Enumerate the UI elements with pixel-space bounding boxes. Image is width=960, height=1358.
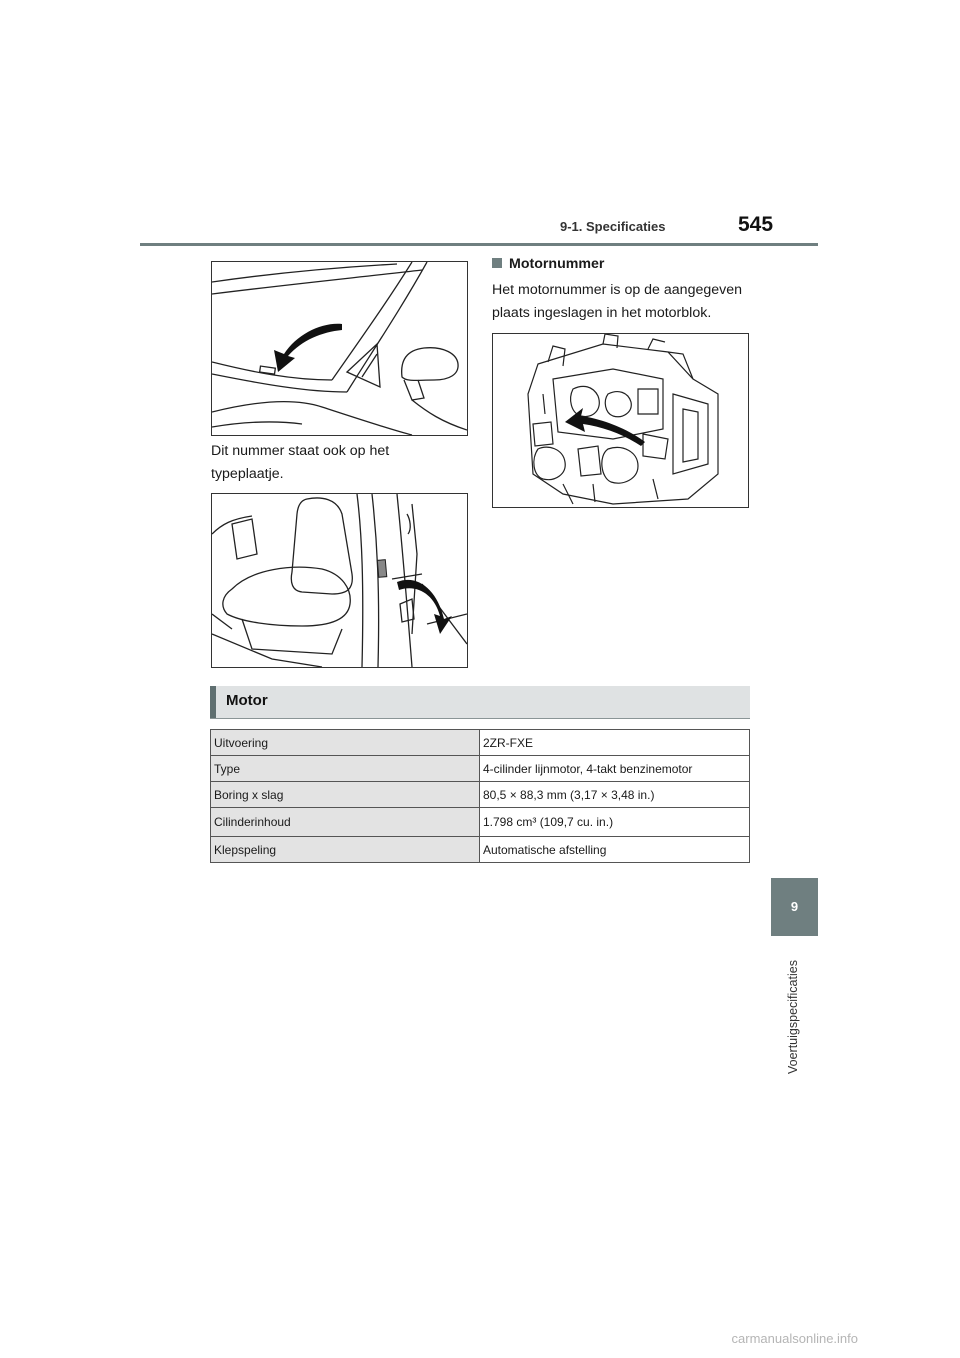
square-bullet-icon xyxy=(492,258,502,268)
chapter-title-text: Voertuigspecificaties xyxy=(786,960,800,1074)
spec-label: Boring x slag xyxy=(211,782,480,808)
spec-value: 2ZR-FXE xyxy=(480,730,750,756)
spec-label: Uitvoering xyxy=(211,730,480,756)
motornummer-heading xyxy=(492,256,752,272)
motornummer-text: Het motornummer is op de aangegeven plaats ingeslagen in het motorblok. xyxy=(492,282,742,321)
motor-section-title: Motor xyxy=(226,692,268,709)
section-label: 9-1. Specificaties xyxy=(560,219,666,234)
motor-section-heading xyxy=(210,686,750,719)
engine-illustration xyxy=(492,333,749,508)
spec-label: Type xyxy=(211,756,480,782)
windshield-drawing xyxy=(212,262,467,435)
chapter-number-tab: 9 xyxy=(771,878,818,936)
heading-accent-bar xyxy=(210,686,216,718)
motornummer-heading-text: Motornummer xyxy=(509,256,605,272)
door-pillar-illustration xyxy=(211,493,468,668)
windshield-illustration xyxy=(211,261,468,436)
engine-spec-table xyxy=(210,729,750,863)
engine-drawing xyxy=(493,334,748,507)
chapter-title-vertical xyxy=(786,944,804,1074)
table-row xyxy=(211,730,750,756)
spec-label: Klepspeling xyxy=(211,837,480,863)
page-number: 545 xyxy=(738,213,774,236)
spec-value: 1.798 cm³ (109,7 cu. in.) xyxy=(480,808,750,837)
spec-value: Automatische afstelling xyxy=(480,837,750,863)
spec-value: 80,5 × 88,3 mm (3,17 × 3,48 in.) xyxy=(480,782,750,808)
spec-value: 4-cilinder lijnmotor, 4-takt benzinemotor xyxy=(480,756,750,782)
seat-drawing xyxy=(212,494,467,667)
table-row xyxy=(211,782,750,808)
table-row xyxy=(211,808,750,837)
header-rule xyxy=(140,243,818,246)
table-row xyxy=(211,837,750,863)
watermark-text: carmanualsonline.info xyxy=(731,1331,858,1346)
spec-label: Cilinderinhoud xyxy=(211,808,480,837)
caption-text: Dit nummer staat ook op het typeplaatje. xyxy=(211,443,390,482)
table-row xyxy=(211,756,750,782)
